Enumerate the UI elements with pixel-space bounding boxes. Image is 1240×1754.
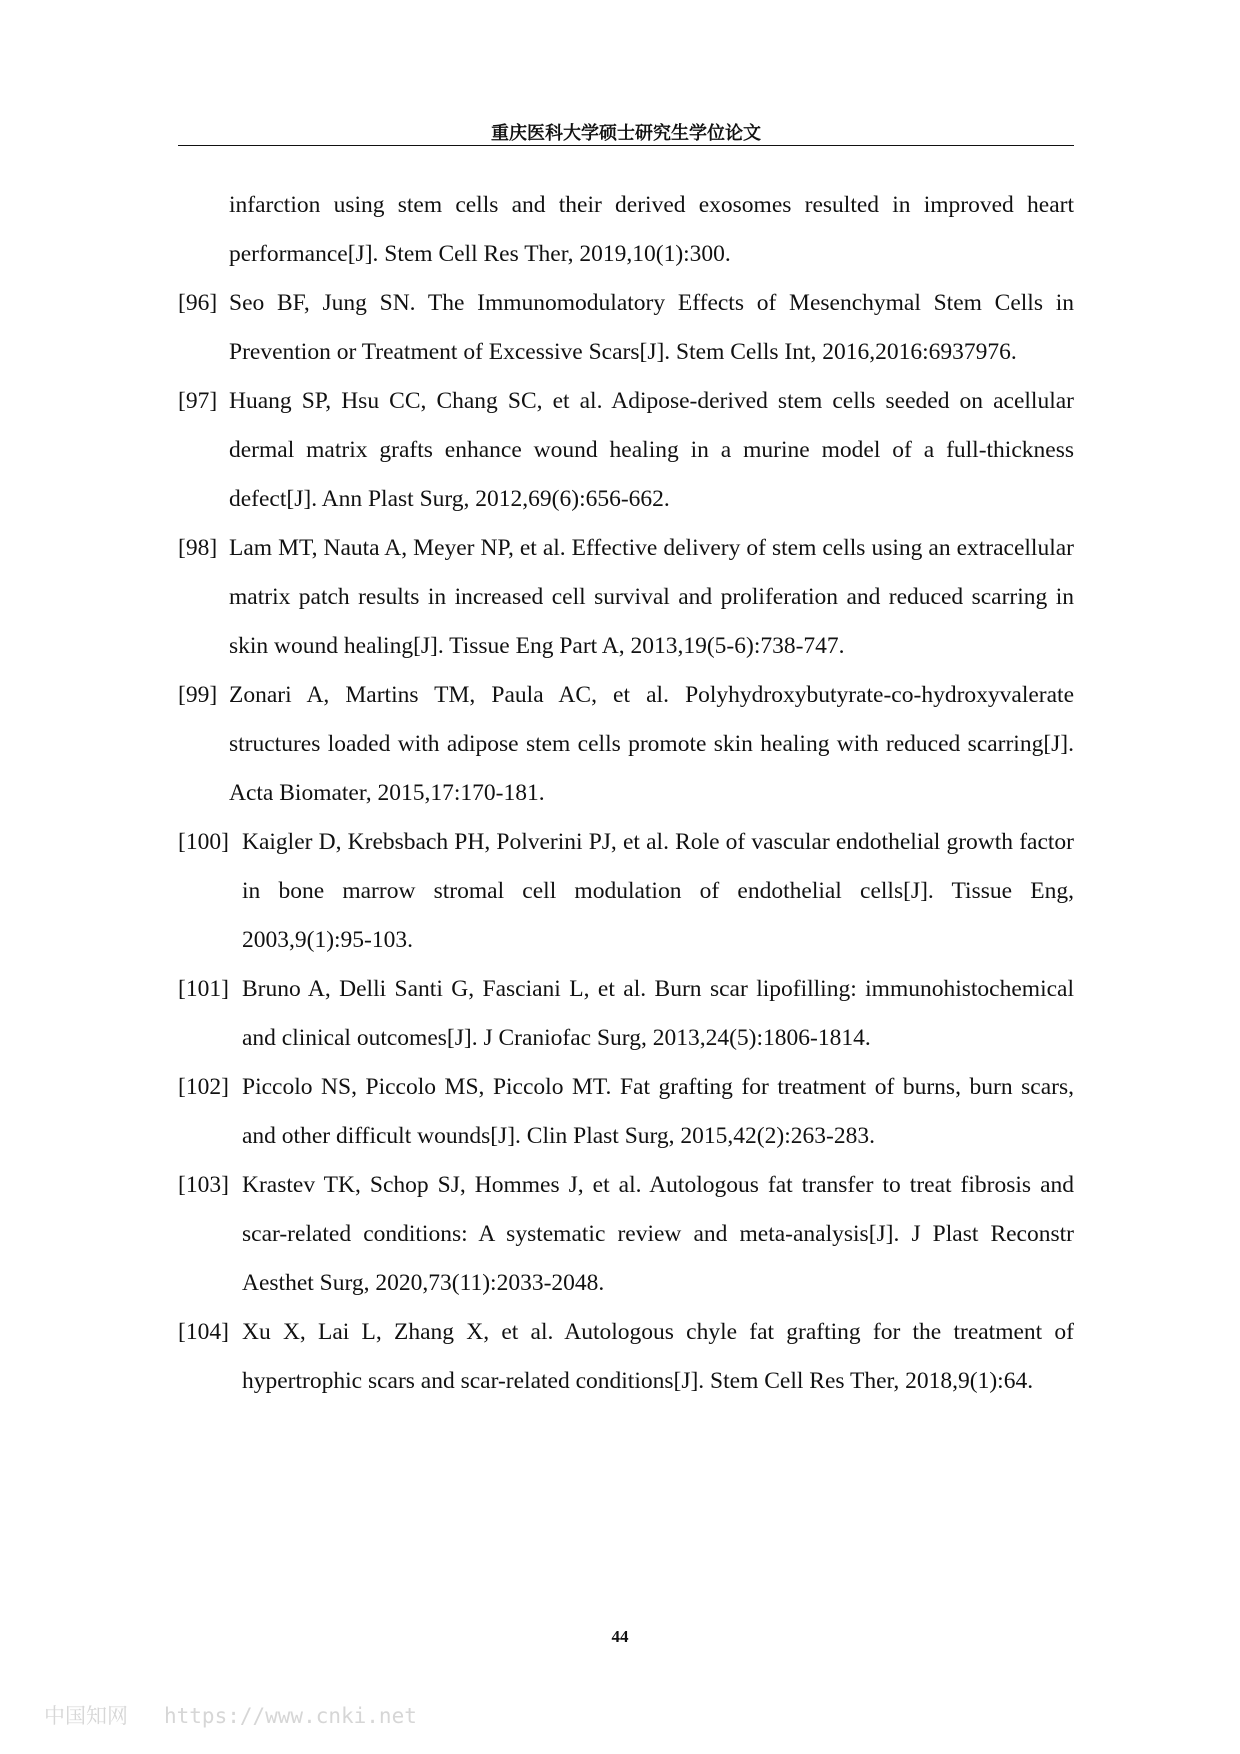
cnki-watermark [44,1700,417,1730]
reference-entry [178,1063,1074,1161]
reference-entry [178,181,1074,279]
watermark-url: https://www.cnki.net [164,1704,417,1728]
reference-text: Xu X, Lai L, Zhang X, et al. Autologous chyle fat grafting for the treatment of hypertrophic scars and scar-related conditions[J]. Stem Cell Res Ther, 2018,9(1):64. [242,1319,1074,1394]
reference-number: [99] [178,682,218,708]
reference-text: Huang SP, Hsu CC, Chang SC, et al. Adipose-derived stem cells seeded on acellular dermal matrix grafts enhance wound healing in a murine model of a full-thickness defect[J]. Ann Plast Surg, 2012,69(6):656-662. [229,388,1074,512]
reference-list [178,181,1074,1406]
reference-number [178,181,229,279]
page-number: 44 [611,1627,629,1646]
reference-number: [100] [178,829,229,855]
reference-entry [178,524,1074,671]
watermark-brand: 中国知网 [44,1704,128,1728]
reference-text: Bruno A, Delli Santi G, Fasciani L, et al. Burn scar lipofilling: immunohistochemical and clinical outcomes[J]. J Craniofac Surg, 2013,24(5):1806-1814. [242,976,1074,1051]
reference-entry [178,818,1074,965]
reference-text: Lam MT, Nauta A, Meyer NP, et al. Effective delivery of stem cells using an extracellular matrix patch results in increased cell survival and proliferation and reduced scarring in skin wound healing[J]. Tissue Eng Part A, 2013,19(5-6):738-747. [229,535,1074,659]
reference-number: [103] [178,1172,229,1198]
reference-text: Krastev TK, Schop SJ, Hommes J, et al. Autologous fat transfer to treat fibrosis and scar-related conditions: A systematic review and meta-analysis[J]. J Plast Reconstr Aesthet Surg, 2020,73(11):2033-2048. [242,1172,1074,1296]
reference-entry [178,965,1074,1063]
reference-text: infarction using stem cells and their derived exosomes resulted in improved heart performance[J]. Stem Cell Res Ther, 2019,10(1):300. [229,192,1074,267]
reference-entry [178,1308,1074,1406]
header-rule [178,145,1074,146]
reference-number: [98] [178,535,218,561]
reference-number: [96] [178,290,218,316]
reference-text: Kaigler D, Krebsbach PH, Polverini PJ, et al. Role of vascular endothelial growth factor in bone marrow stromal cell modulation of endothelial cells[J]. Tissue Eng, 2003,9(1):95-103. [242,829,1074,953]
running-header: 重庆医科大学硕士研究生学位论文 [491,123,761,144]
reference-number: [102] [178,1074,229,1100]
reference-number: [101] [178,976,229,1002]
reference-text: Seo BF, Jung SN. The Immunomodulatory Effects of Mesenchymal Stem Cells in Prevention or Treatment of Excessive Scars[J]. Stem Cells Int, 2016,2016:6937976. [229,290,1074,365]
reference-text: Zonari A, Martins TM, Paula AC, et al. Polyhydroxybutyrate-co-hydroxyvalerate structures loaded with adipose stem cells promote skin healing with reduced scarring[J]. Acta Biomater, 2015,17:170-181. [229,682,1074,806]
reference-entry [178,1161,1074,1308]
reference-entry [178,279,1074,377]
reference-number: [104] [178,1319,229,1345]
reference-entry [178,377,1074,524]
reference-text: Piccolo NS, Piccolo MS, Piccolo MT. Fat grafting for treatment of burns, burn scars, and other difficult wounds[J]. Clin Plast Surg, 2015,42(2):263-283. [242,1074,1074,1149]
reference-entry [178,671,1074,818]
reference-number: [97] [178,388,218,414]
